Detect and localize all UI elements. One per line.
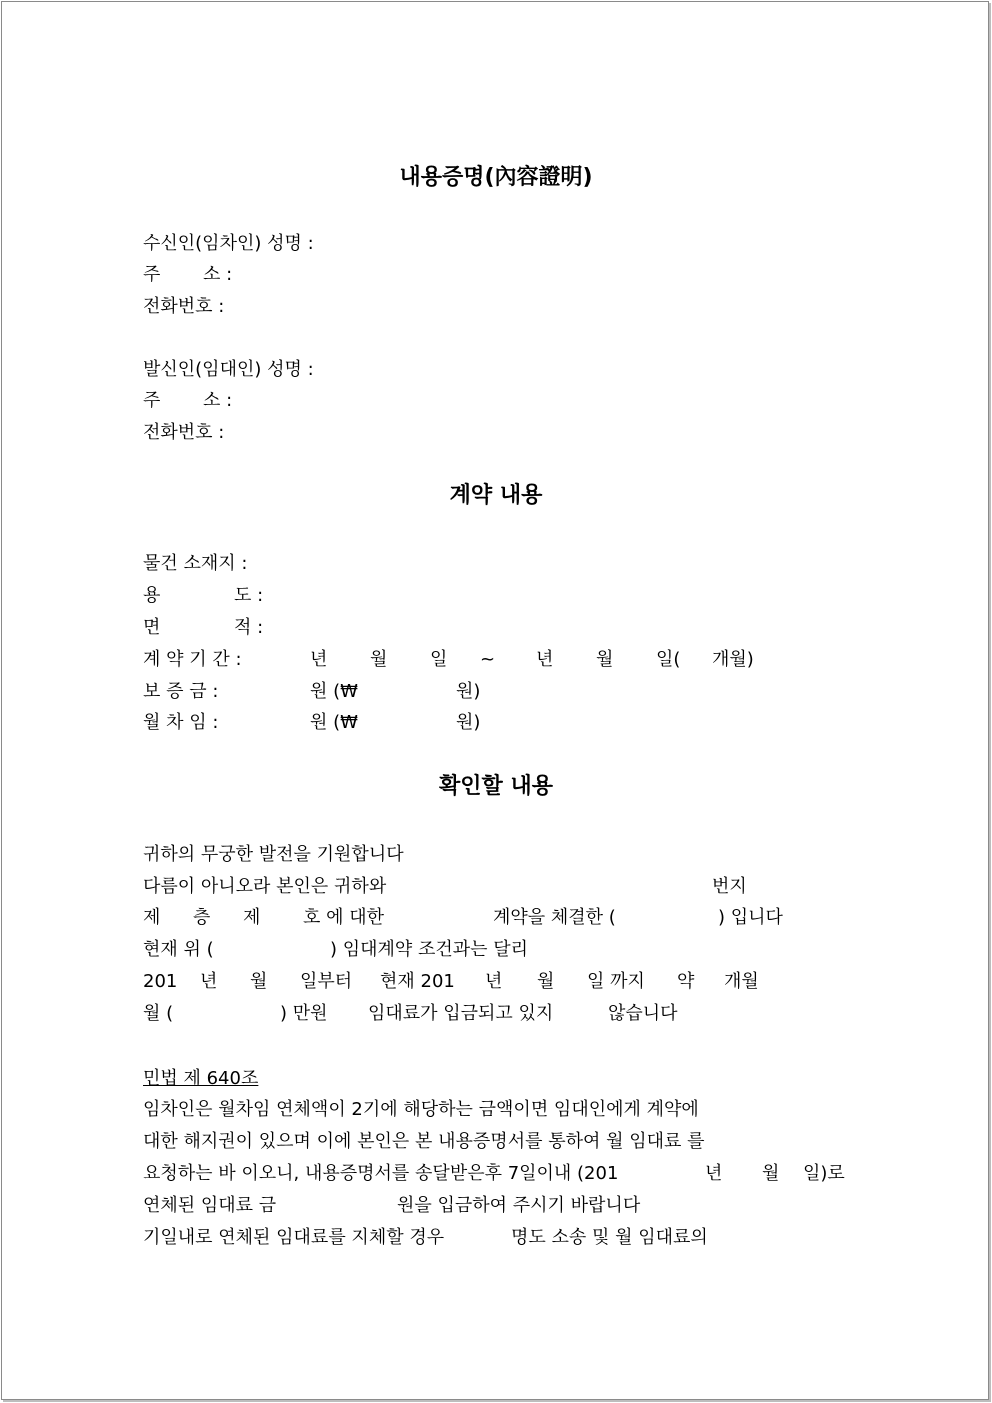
sender-address-label-b: 소 : [203, 390, 233, 411]
confirm-line: 년 [200, 971, 218, 992]
recipient-phone-label: 전화번호 : [143, 296, 225, 317]
period-text: 개월) [712, 649, 754, 670]
sender-name-label: 발신인(임대인) 성명 : [143, 359, 314, 380]
confirm-line: 년 [485, 971, 503, 992]
area-label-a: 면 [143, 617, 161, 638]
recipient-address-label-b: 소 : [203, 264, 233, 285]
confirm-line: 월 [537, 971, 555, 992]
recipient-address-label-a: 주 [143, 264, 161, 285]
period-text: 일( [656, 649, 681, 670]
confirm-line: 계약을 체결한 ( [493, 907, 616, 928]
confirm-line: 일 까지 [587, 971, 645, 992]
confirm-line: 다름이 아니오라 본인은 귀하와 [143, 876, 387, 897]
confirm-line: ) 입니다 [718, 907, 783, 928]
confirm-line: 제 [143, 907, 161, 928]
law-line: 연체된 임대료 금 [143, 1195, 277, 1216]
confirm-heading: 확인할 내용 [439, 774, 553, 799]
confirm-line: 층 [193, 907, 211, 928]
confirm-line: ) 임대계약 조건과는 달리 [330, 939, 529, 960]
period-text: 월 [370, 649, 388, 670]
document-title: 내용증명(內容證明) [399, 165, 593, 190]
recipient-name-label: 수신인(임차인) 성명 : [143, 233, 314, 254]
law-line: 일)로 [803, 1163, 845, 1184]
confirm-line: 월 [250, 971, 268, 992]
law-line: 월 [762, 1163, 780, 1184]
deposit-text: 원) [456, 681, 481, 702]
use-label-b: 도 : [234, 585, 264, 606]
period-text: 월 [596, 649, 614, 670]
confirm-line: 약 [677, 971, 695, 992]
period-label: 계 약 기 간 : [143, 649, 242, 670]
confirm-line: 현재 위 ( [143, 939, 214, 960]
period-text: 년 [310, 649, 328, 670]
confirm-line: 현재 201 [380, 971, 455, 992]
period-text: 년 [536, 649, 554, 670]
law-line: 년 [705, 1163, 723, 1184]
confirm-line: 개월 [724, 971, 759, 992]
rent-label: 월 차 임 : [143, 712, 219, 733]
rent-text: 원 (₩ [310, 712, 358, 733]
location-label: 물건 소재지 : [143, 553, 248, 574]
rent-text: 원) [456, 712, 481, 733]
law-heading: 민법 제 640조 [143, 1068, 259, 1089]
law-line: 임차인은 월차임 연체액이 2기에 해당하는 금액이면 임대인에게 계약에 [143, 1099, 699, 1120]
confirm-line: 임대료가 입금되고 있지 [368, 1003, 554, 1024]
law-line: 기일내로 연체된 임대료를 지체할 경우 [143, 1227, 445, 1248]
confirm-line: 귀하의 무궁한 발전을 기원합니다 [143, 844, 404, 865]
confirm-line: ) 만원 [280, 1003, 328, 1024]
contract-heading: 계약 내용 [449, 483, 543, 508]
area-label-b: 적 : [234, 617, 264, 638]
confirm-line: 일부터 [300, 971, 353, 992]
confirm-line: 호 에 대한 [303, 907, 384, 928]
law-line: 요청하는 바 이오니, 내용증명서를 송달받은후 7일이내 (201 [143, 1163, 619, 1184]
use-label-a: 용 [143, 585, 161, 606]
confirm-line: 번지 [712, 876, 747, 897]
confirm-line: 월 ( [143, 1003, 174, 1024]
sender-phone-label: 전화번호 : [143, 422, 225, 443]
law-line: 대한 해지권이 있으며 이에 본인은 본 내용증명서를 통하여 월 임대료 를 [143, 1131, 705, 1152]
confirm-line: 201 [143, 971, 178, 992]
sender-address-label-a: 주 [143, 390, 161, 411]
confirm-line: 않습니다 [608, 1003, 678, 1024]
law-line: 원을 입금하여 주시기 바랍니다 [397, 1195, 641, 1216]
confirm-line: 제 [243, 907, 261, 928]
deposit-label: 보 증 금 : [143, 681, 219, 702]
period-text: ~ [480, 649, 496, 670]
law-line: 명도 소송 및 월 임대료의 [511, 1227, 708, 1248]
period-text: 일 [430, 649, 448, 670]
deposit-text: 원 (₩ [310, 681, 358, 702]
